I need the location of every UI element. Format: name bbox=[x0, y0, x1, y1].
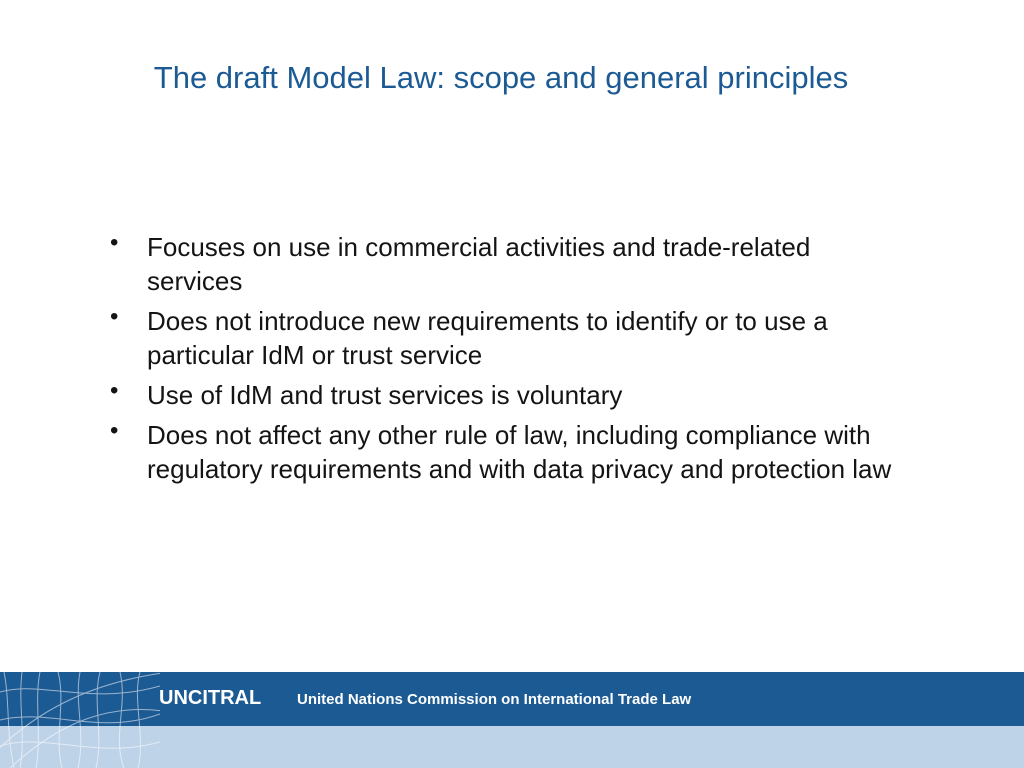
bullet-item bbox=[104, 378, 904, 412]
bullet-icon: • bbox=[110, 303, 119, 330]
bullet-item bbox=[104, 418, 904, 486]
bullet-list bbox=[104, 230, 904, 492]
bullet-text: Focuses on use in commercial activities and trade-related services bbox=[147, 232, 811, 296]
bullet-icon: • bbox=[110, 377, 119, 404]
footer-acronym: UNCITRAL bbox=[159, 687, 262, 709]
bullet-icon: • bbox=[110, 417, 119, 444]
bullet-text: Does not introduce new requirements to identify or to use a particular IdM or trust service bbox=[147, 306, 828, 370]
bullet-text: Use of IdM and trust services is voluntary bbox=[147, 380, 623, 410]
slide-title: The draft Model Law: scope and general principles bbox=[153, 60, 849, 95]
globe-lines-icon bbox=[0, 672, 160, 768]
bullet-item bbox=[104, 230, 904, 298]
footer-band bbox=[0, 672, 1024, 768]
bullet-text: Does not affect any other rule of law, including compliance with regulatory requirements and with data privacy and protection law bbox=[147, 420, 892, 484]
bullet-icon: • bbox=[110, 229, 119, 256]
bullet-item bbox=[104, 304, 904, 372]
footer-organization-name: United Nations Commission on International Trade Law bbox=[297, 691, 692, 708]
